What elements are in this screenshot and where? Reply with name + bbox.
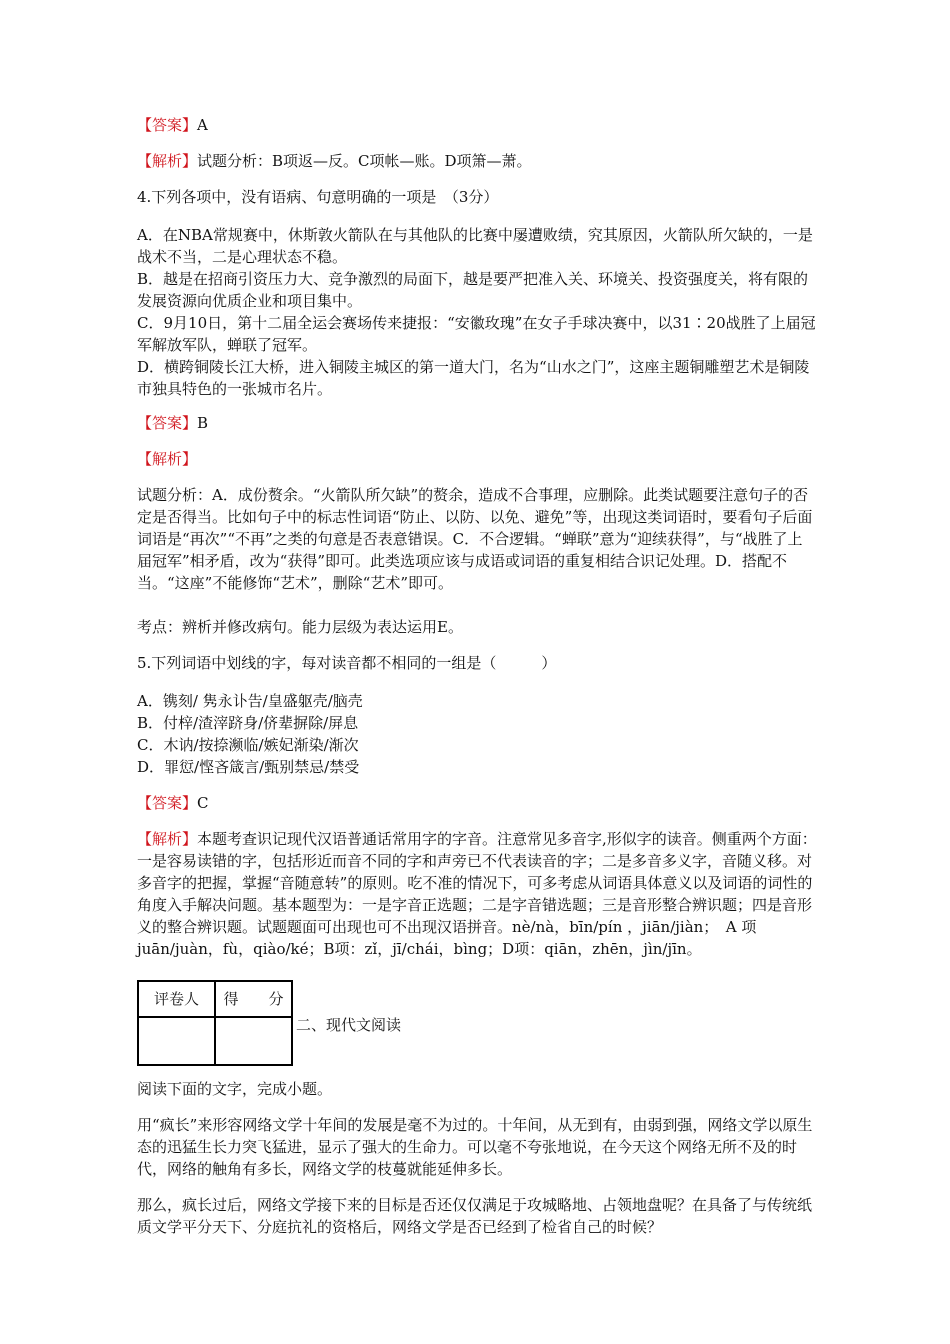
q4-option-d: D．横跨铜陵长江大桥，进入铜陵主城区的第一道大门，名为“山水之门”，这座主题铜雕塑艺术是铜陵市独具特色的一张城市名片。 [137, 358, 810, 398]
score-table [137, 980, 293, 1066]
q4-analysis: 试题分析：A．成份赘余。“火箭队所欠缺”的赘余，造成不合事理，应删除。此类试题要注意句子的否定是否得当。比如句子中的标志性词语“防止、以防、以免、避免”等，出现这类词语时，要看句子后面词语是“再次”“不再”之类的句意是否表意错误。C．不合逻辑。“蝉联”意为“迎续获得”，与“战胜了上届冠军”相矛盾，改为“获得”即可。此类选项应该与成语或词语的重复相结合识记处理。D．搭配不当。“这座”不能修饰“艺术”，删除“艺术”即可。 [137, 486, 813, 592]
q4-option-c: C．9月10日，第十二届全运会赛场传来捷报：“安徽玫瑰”在女子手球决赛中，以31∶20战胜了上届冠军解放军队，蝉联了冠军。 [137, 314, 816, 354]
q4-option-a: A．在NBA常规赛中，休斯敦火箭队在与其他队的比赛中屡遭败绩，究其原因，火箭队所欠缺的，一是战术不当，二是心理状态不稳。 [137, 226, 813, 266]
score-header: 得 分 [215, 981, 292, 1017]
reviewer-header: 评卷人 [138, 981, 215, 1017]
q5-option-d: D．罪愆/悭吝箴言/甄别禁忌/禁受 [137, 758, 360, 776]
q4-kaodian: 考点：辨析并修改病句。能力层级为表达运用E。 [137, 618, 463, 636]
q4-answer: 【答案】B [137, 414, 209, 432]
q5-option-b: B．付梓/渣滓跻身/侪辈摒除/屏息 [137, 714, 359, 732]
section-title: 二、现代文阅读 [296, 1016, 402, 1034]
q5-analysis: 【解析】本题考查识记现代汉语普通话常用字的字音。注意常见多音字,形似字的读音。侧重两个方面：一是容易读错的字，包括形近而音不同的字和声旁已不代表读音的字；二是多音多义字，音随义移。对多音字的把握，掌握“音随意转”的原则。吃不准的情况下，可多考虑从词语具体意义以及词语的词性的角度入手解决问题。基本题型为：一是字音正选题；二是字音错选题；三是音形整合辨识题；四是音形义的整合辨识题。试题题面可出现也可不出现汉语拼音。nè/nà，bīn/pín ，jiān/jiàn； A 项 juān/juàn，fù，qiào/ké；B项：zǐ，jī/chái，bìng；D项：qiān，zhēn，jìn/jīn。 [137, 830, 817, 958]
score-cell [215, 1017, 292, 1065]
q4-stem: 4.下列各项中，没有语病、句意明确的一项是 （3分） [137, 188, 499, 206]
q4-option-b: B．越是在招商引资压力大、竞争激烈的局面下，越是要严把准入关、环境关、投资强度关，将有限的发展资源向优质企业和项目集中。 [137, 270, 809, 310]
q5-option-c: C．木讷/按捺濒临/嫉妃渐染/渐次 [137, 736, 359, 754]
q5-stem: 5.下列词语中划线的字，每对读音都不相同的一组是（ ） [137, 654, 557, 672]
reading-paragraph-2: 那么，疯长过后，网络文学接下来的目标是否还仅仅满足于攻城略地、占领地盘呢？在具备了与传统纸质文学平分天下、分庭抗礼的资格后，网络文学是否已经到了检省自己的时候？ [137, 1196, 813, 1236]
reading-paragraph-1: 用“疯长”来形容网络文学十年间的发展是毫不为过的。十年间，从无到有，由弱到强，网络文学以原生态的迅猛生长力突飞猛进，显示了强大的生命力。可以毫不夸张地说，在今天这个网络无所不及的时代，网络的触角有多长，网络文学的枝蔓就能延伸多长。 [137, 1116, 813, 1178]
q4-analysis-tag: 【解析】 [137, 450, 198, 468]
reading-instruction: 阅读下面的文字，完成小题。 [137, 1080, 333, 1098]
q5-answer: 【答案】C [137, 794, 209, 812]
q5-option-a: A．镌刻/ 隽永讣告/皇盛躯壳/脑壳 [137, 692, 363, 710]
q3-analysis: 【解析】试题分析：B项返—反。C项帐—账。D项箫—萧。 [137, 152, 532, 170]
reviewer-cell [138, 1017, 215, 1065]
q3-answer: 【答案】A [137, 116, 208, 134]
